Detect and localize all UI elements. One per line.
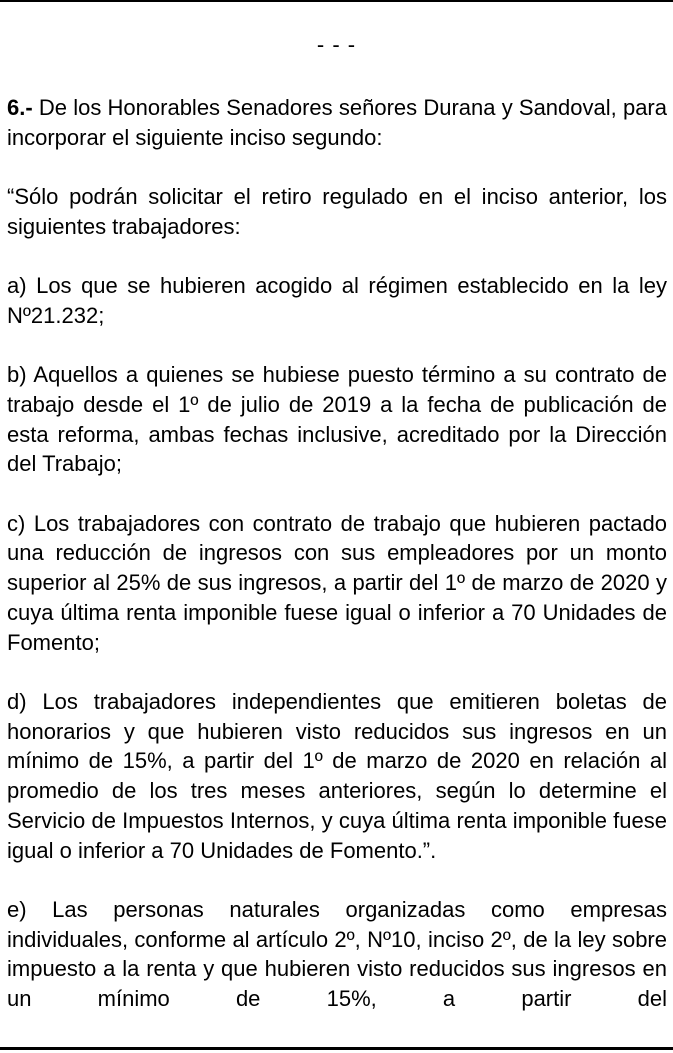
- paragraph-quote-opening: “Sólo podrán solicitar el retiro regulado en el inciso anterior, los siguientes trabajadores:: [7, 184, 667, 239]
- section-separator: - - -: [316, 32, 357, 57]
- top-rule: [0, 0, 673, 2]
- paragraph-item-c: c) Los trabajadores con contrato de trabajo que hubieren pactado una reducción de ingresos con sus empleadores por un monto superior al 25% de sus ingresos, a partir del 1º de marzo de 2020 y cuya última renta imponible fuese igual o inferior a 70 Unidades de Fomento;: [7, 510, 667, 655]
- paragraph-item-b: b) Aquellos a quienes se hubiese puesto término a su contrato de trabajo desde el 1º de julio de 2019 a la fecha de publicación de esta reforma, ambas fechas inclusive, acreditado por la Dirección del Trabajo;: [7, 362, 667, 477]
- bottom-rule: [0, 1047, 673, 1050]
- document-body: [7, 93, 667, 1043]
- paragraph-item-a: a) Los que se hubieren acogido al régimen establecido en la ley Nº21.232;: [7, 273, 667, 328]
- amendment-intro: [7, 93, 667, 152]
- intro-text: De los Honorables Senadores señores Durana y Sandoval, para incorporar el siguiente inciso segundo:: [7, 95, 667, 150]
- paragraph-item-d: d) Los trabajadores independientes que emitieren boletas de honorarios y que hubieren visto reducidos sus ingresos en un mínimo de 15%, a partir del 1º de marzo de 2020 en relación al promedio de los tres meses anteriores, según lo determine el Servicio de Impuestos Internos, y cuya última renta imponible fuese igual o inferior a 70 Unidades de Fomento.”.: [7, 688, 667, 863]
- item-number: 6.-: [7, 95, 33, 120]
- paragraph-item-e: e) Las personas naturales organizadas como empresas individuales, conforme al artículo 2º, Nº10, inciso 2º, de la ley sobre impuesto a la renta y que hubieren visto reducidos sus ingresos en un mínimo de 15%, a partir del: [7, 896, 667, 1011]
